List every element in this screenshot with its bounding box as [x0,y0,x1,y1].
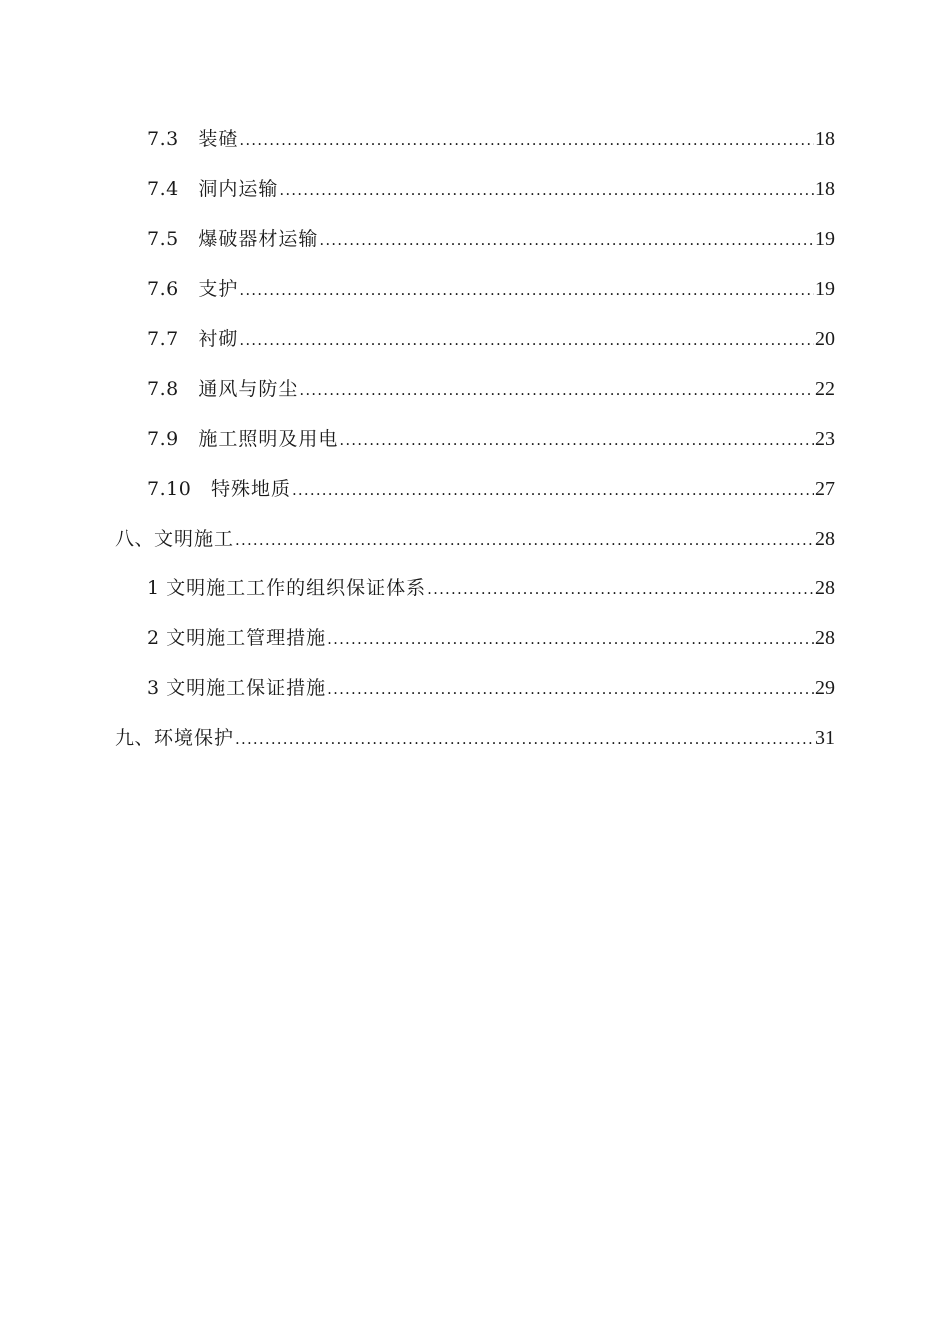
dot-leader [327,632,814,647]
toc-entry-number: 7.7 [147,328,199,350]
dot-leader [239,133,814,148]
toc-entry-page-number: 29 [815,677,835,700]
toc-entry-page-number: 28 [815,627,835,650]
toc-entry-number: 7.8 [147,377,199,400]
toc-entry-title: 爆破器材运输 [198,228,319,251]
toc-entry[interactable] [0,462,950,512]
toc-entry-line [147,623,835,650]
toc-entry-title: 施工照明及用电 [198,427,339,450]
toc-entry-number: 九、 [115,727,155,750]
toc-entry-number: 7.6 [147,278,199,301]
dot-leader [427,582,814,597]
toc-entry-line [115,723,835,750]
toc-entry-line [115,524,835,551]
toc-entry-title: 衬砌 [198,328,239,350]
table-of-contents [0,113,950,762]
toc-entry[interactable] [0,712,950,762]
toc-entry-title: 文明施工工作的组织保证体系 [166,577,427,600]
toc-entry-number: 2 [147,627,167,650]
toc-entry-title: 环境保护 [154,727,235,750]
dot-leader [299,383,814,398]
toc-entry[interactable] [0,612,950,662]
toc-entry[interactable] [0,313,950,363]
toc-entry[interactable] [0,213,950,263]
toc-entry-line [147,424,835,451]
dot-leader [327,682,814,697]
dot-leader [292,483,814,498]
toc-entry-line [147,174,835,201]
toc-entry-page-number: 18 [815,178,835,201]
toc-entry[interactable] [0,412,950,462]
toc-entry-number: 7.10 [147,477,211,500]
dot-leader [239,333,814,348]
dot-leader [339,433,814,448]
toc-entry-title: 文明施工管理措施 [166,627,327,650]
toc-entry-number: 八、 [115,527,155,550]
toc-entry-title: 文明施工保证措施 [166,677,327,700]
toc-entry[interactable] [0,113,950,163]
toc-entry-title: 特殊地质 [210,477,291,500]
dot-leader [319,233,814,248]
toc-entry[interactable] [0,362,950,412]
dot-leader [235,732,814,747]
dot-leader [239,283,814,298]
dot-leader [235,533,814,548]
toc-entry-line [147,573,835,600]
toc-entry-title: 洞内运输 [198,178,279,201]
toc-entry-line [147,324,835,351]
toc-entry-title: 装碴 [198,128,239,151]
toc-entry-line [147,124,835,151]
toc-entry-page-number: 31 [815,727,835,750]
toc-entry-number: 7.4 [147,178,199,201]
toc-entry-page-number: 28 [815,577,835,600]
toc-entry-number: 7.9 [147,427,199,450]
toc-entry[interactable] [0,163,950,213]
toc-entry-number: 1 [147,577,167,600]
toc-entry-page-number: 19 [815,278,835,301]
toc-entry[interactable] [0,662,950,712]
toc-entry-number: 7.5 [147,228,199,251]
toc-entry-page-number: 22 [815,377,835,400]
toc-entry[interactable] [0,562,950,612]
toc-entry-number: 7.3 [147,128,199,151]
toc-entry-line [147,374,835,401]
toc-entry-page-number: 19 [815,228,835,251]
toc-entry-page-number: 20 [815,328,835,350]
toc-entry[interactable] [0,263,950,313]
toc-entry-page-number: 28 [815,527,835,550]
toc-entry-number: 3 [147,677,167,700]
toc-entry-line [147,673,835,700]
toc-entry[interactable] [0,512,950,562]
toc-entry-page-number: 23 [815,427,835,450]
toc-entry-page-number: 27 [815,477,835,500]
toc-entry-page-number: 18 [815,128,835,151]
toc-entry-title: 文明施工 [154,527,235,550]
toc-entry-title: 通风与防尘 [198,377,299,400]
toc-entry-title: 支护 [198,278,239,301]
dot-leader [279,183,814,198]
toc-entry-line [147,474,835,501]
toc-entry-line [147,274,835,301]
toc-entry-line [147,224,835,251]
